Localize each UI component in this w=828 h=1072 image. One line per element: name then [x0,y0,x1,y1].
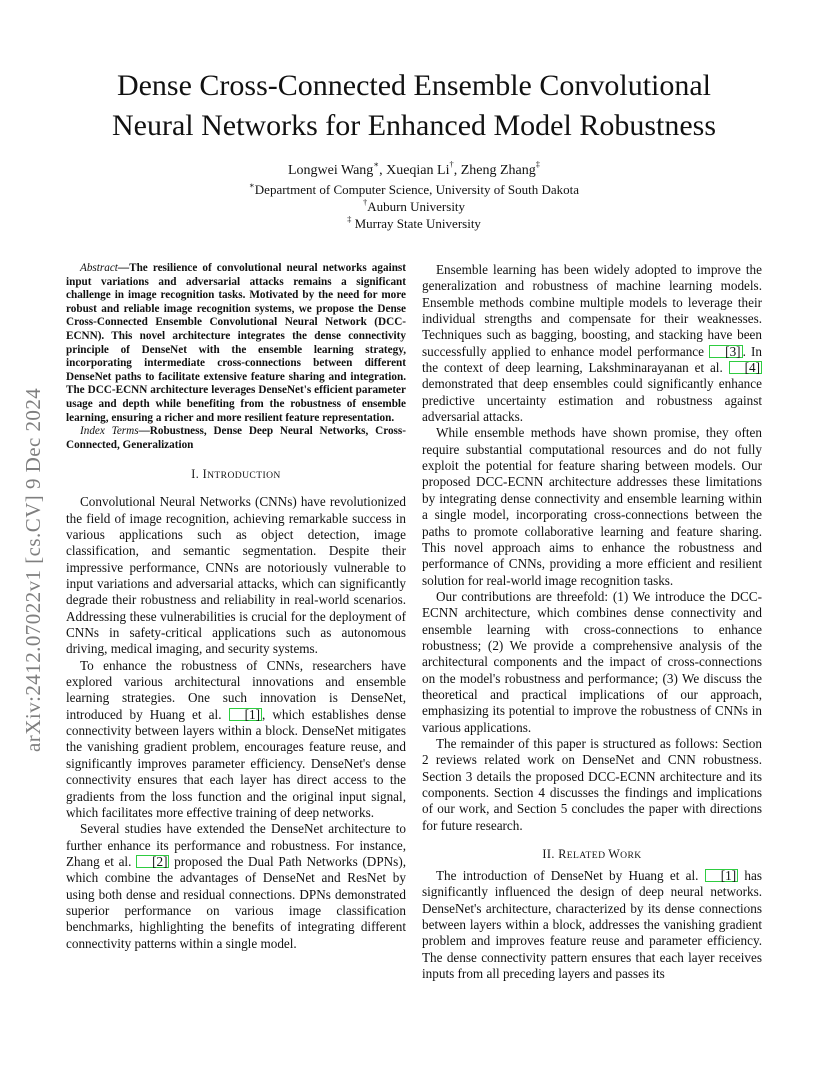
author-list: Longwei Wang∗, Xueqian Li†, Zheng Zhang‡ [287,159,540,178]
affiliation: †Auburn University [362,196,466,214]
citation-link[interactable]: [1] [229,708,262,721]
paragraph: Convolutional Neural Networks (CNNs) have revolutionized the field of image recognition, achieving remarkable success in various applications such as object detection, image classification, and semantic segmentation. Despite their impressive performance, CNNs are notoriously vulnerable to input variations and adversarial attacks, which can significantly degrade their robustness and reliability in real-world scenarios. Addressing these vulnerabilities is crucial for the deployment of CNNs in safety-critical applications such as autonomous driving, medical imaging, and security systems. [66,494,406,657]
left-column [66,262,406,952]
index-terms-text: —Robustness, Dense Deep Neural Networks, Cross-Connected, Generalization [66,425,406,451]
paragraph: Ensemble learning has been widely adopted to improve the generalization and robustness of machine learning models. Ensemble methods combine multiple models to leverage their individual strengths and compensate for their weaknesses. Techniques such as bagging, boosting, and stacking have been successfully applied to enhance model performance [3] . In the context of deep learning, Lakshminarayanan et al. [4] demonstrated that deep ensembles could significantly enhance predictive uncertainty estimation and robustness against adversarial attacks. [422,262,762,425]
title-line-2: Neural Networks for Enhanced Model Robustness [111,109,717,142]
author-name: Longwei Wang [287,163,374,178]
affiliation-list [50,181,778,232]
paragraph: The introduction of DenseNet by Huang et al. [1] has significantly influenced the design of deep neural networks. DenseNet's architecture, characterized by its dense connections between layers within a block, addresses the vanishing gradient problem and improves feature reuse and parameter efficiency. The dense connectivity pattern ensures that each layer receives inputs from all preceding layers and passes its [422,868,762,982]
citation-link[interactable]: [1] [705,869,738,882]
title-line-1: Dense Cross-Connected Ensemble Convolutional [116,69,712,102]
index-terms-label: Index Terms [80,425,139,438]
affiliation-mark: ∗ [249,179,255,190]
abstract [66,262,406,425]
paragraph: To enhance the robustness of CNNs, researchers have explored various architectural innovations and ensemble learning strategies. One such innovation is DenseNet, introduced by Huang et al. [1] , which establishes dense connectivity between layers within a block. DenseNet mitigates the vanishing gradient problem, encourages feature reuse, and significantly improves parameter efficiency. DenseNet's dense connectivity ensures that each layer has direct access to the gradients from the loss function and the original input signal, which facilitates more effective training of deep networks. [66,657,407,820]
paper-title [50,66,778,146]
affiliation: ‡ Murray State University [347,213,481,231]
citation-link[interactable]: [3] [709,345,742,358]
paragraph: Several studies have extended the DenseNet architecture to further enhance its performance and robustness. For instance, Zhang et al. [2] proposed the Dual Path Networks (DPNs), which combine the advantages of DenseNet and ResNet by using both dense and residual connections. DPNs demonstrated superior performance on various image classification benchmarks, highlighting the benefits of integrating different connectivity patterns within a single model. [66,821,407,951]
affiliation-mark: ‡ [535,159,540,170]
affiliation-mark: † [362,196,368,207]
index-terms [66,425,406,452]
citation-link[interactable]: [4] [729,361,762,374]
affiliation: ∗Department of Computer Science, University of South Dakota [249,179,579,197]
paragraph: While ensemble methods have shown promise, they often require substantial computational resources and do not fully exploit the potential for feature sharing between models. Our proposed DCC-ECNN architecture addresses these limitations by integrating dense connectivity and ensemble learning within a single model, incorporating cross-connections between the paths to promote collaborative learning and feature sharing. This novel approach aims to enhance the robustness and performance of CNNs, providing a more efficient and resilient solution for real-world image recognition tasks. [422,425,762,588]
affiliation-mark: ‡ [347,213,352,224]
right-column [422,262,762,982]
affiliation-mark: † [449,159,454,170]
paragraph: Our contributions are threefold: (1) We introduce the DCC-ECNN architecture, which combines dense connectivity and ensemble learning with cross-connections to enhance robustness; (2) We provide a comprehensive analysis of the architectural components and the impact of cross-connections on the model's robustness and performance; (3) We discuss the theoretical and practical implications of our approach, emphasizing its potential to improve the robustness of CNNs in various applications. [422,588,762,735]
section-heading-introduction: I. INTRODUCTION [191,467,281,482]
section-heading-related-work: II. RELATED WORK [542,847,642,862]
citation-link[interactable]: [2] [136,855,169,868]
author-name: Xueqian Li [386,163,450,178]
affiliation-mark: ∗ [373,159,380,170]
abstract-label: Abstract [80,262,118,274]
author-name: Zheng Zhang [460,163,536,178]
abstract-text: —The resilience of convolutional neural networks against input variations and adversarial attacks remains a significant challenge in image recognition tasks. Motivated by the need for more robust and reliable image recognition systems, we propose the Dense Cross-Connected Ensemble Convolutional Neural Network (DCC-ECNN). This novel architecture integrates the dense connectivity principle of DenseNet with the ensemble learning strategy, incorporating intermediate cross-connections between different DenseNet paths to facilitate extensive feature sharing and integration. The DCC-ECNN architecture leverages DenseNet's efficient parameter usage and depth while benefiting from the robustness of ensemble learning, ensuring a richer and more resilient feature representation. [66,262,406,424]
arxiv-identifier: arXiv:2412.07022v1 [cs.CV] 9 Dec 2024 [21,387,45,752]
paragraph: The remainder of this paper is structured as follows: Section 2 reviews related work on DenseNet and CNN robustness. Section 3 details the proposed DCC-ECNN architecture and its components. Section 4 discusses the findings and implications of our work, and Section 5 concludes the paper with directions for future research. [422,735,762,833]
